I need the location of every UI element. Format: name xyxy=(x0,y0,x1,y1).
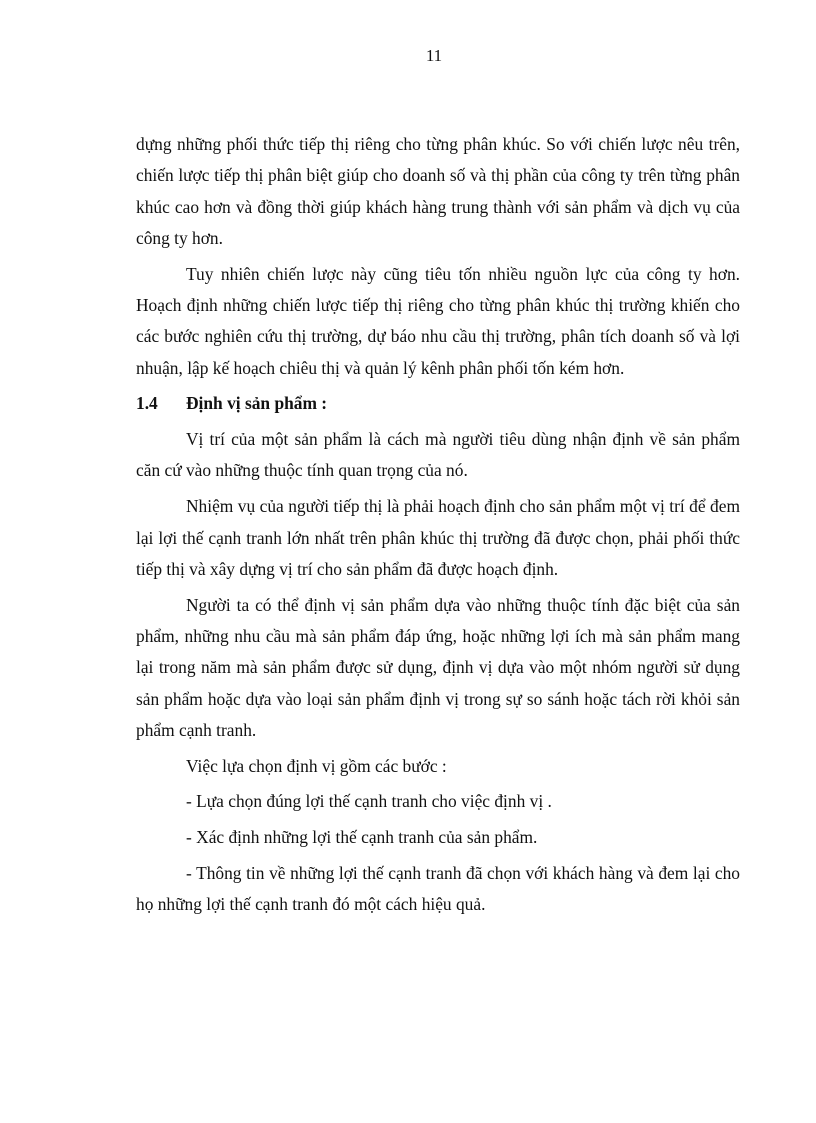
list-item: - Thông tin về những lợi thế cạnh tranh đã chọn với khách hàng và đem lại cho họ những lợi thế cạnh tranh đó một cách hiệu quả. xyxy=(136,863,740,915)
section-number: 1.4 xyxy=(136,393,158,414)
section-title: Định vị sản phẩm : xyxy=(186,393,328,414)
paragraph: Việc lựa chọn định vị gồm các bước : xyxy=(186,755,447,776)
list-item: - Xác định những lợi thế cạnh tranh của sản phẩm. xyxy=(186,827,538,848)
document-body xyxy=(136,129,740,925)
paragraph: Tuy nhiên chiến lược này cũng tiêu tốn nhiều nguồn lực của công ty hơn. Hoạch định những chiến lược tiếp thị riêng cho từng phân khúc thị trường khiến cho các bước nghiên cứu thị trường, dự báo nhu cầu thị trường, phân tích doanh số và lợi nhuận, lập kế hoạch chiêu thị và quản lý kênh phân phối tốn kém hơn. xyxy=(136,263,740,378)
list-item: - Lựa chọn đúng lợi thế cạnh tranh cho việc định vị . xyxy=(186,791,552,812)
page-number: 11 xyxy=(425,46,443,65)
paragraph: Người ta có thể định vị sản phẩm dựa vào những thuộc tính đặc biệt của sản phẩm, những nhu cầu mà sản phẩm đáp ứng, hoặc những lợi ích mà sản phẩm mang lại trong năm mà sản phẩm được sử dụng, định vị dựa vào một nhóm người sử dụng sản phẩm hoặc dựa vào loại sản phẩm định vị trong sự so sánh hoặc tách rời khỏi sản phẩm cạnh tranh. xyxy=(136,594,740,740)
section-heading xyxy=(136,388,740,419)
paragraph-continued: dựng những phối thức tiếp thị riêng cho từng phân khúc. So với chiến lược nêu trên, chiến lược tiếp thị phân biệt giúp cho doanh số và thị phần của công ty trên từng phân khúc cao hơn và đồng thời giúp khách hàng trung thành với sản phẩm và dịch vụ của công ty hơn. xyxy=(136,134,740,248)
paragraph: Nhiệm vụ của người tiếp thị là phải hoạch định cho sản phẩm một vị trí để đem lại lợi thế cạnh tranh lớn nhất trên phân khúc thị trường đã được chọn, phải phối thức tiếp thị và xây dựng vị trí cho sản phẩm đã được hoạch định. xyxy=(136,496,740,579)
paragraph: Vị trí của một sản phẩm là cách mà người tiêu dùng nhận định về sản phẩm căn cứ vào những thuộc tính quan trọng của nó. xyxy=(136,429,740,481)
